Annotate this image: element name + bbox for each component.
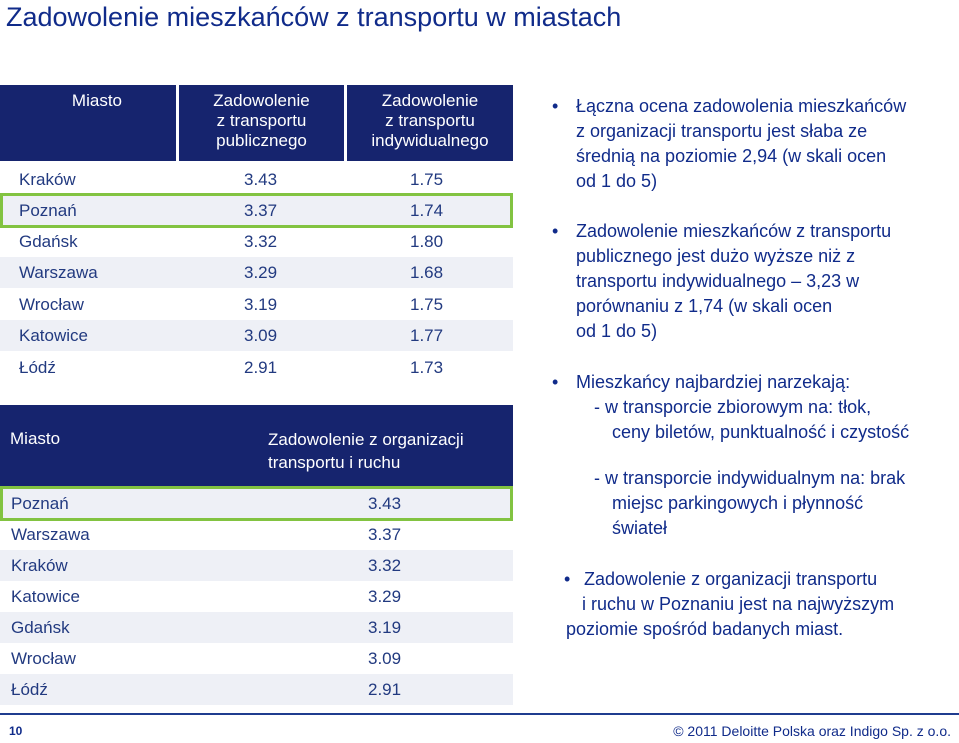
header-city: Miasto	[0, 85, 176, 161]
copyright-text: © 2011 Deloitte Polska oraz Indigo Sp. z o.o.	[673, 723, 951, 739]
table-row: Poznań 3.43	[0, 488, 513, 519]
footer-divider	[0, 713, 959, 715]
table-row: Warszawa 3.29 1.68	[0, 257, 513, 288]
table-row: Poznań 3.37 1.74	[0, 195, 513, 226]
bullet-overall-score: • Łączna ocena zadowolenia mieszkańców z organizacji transportu jest słaba ze średnią na poziomie 2,94 (w skali ocen od 1 do 5)	[552, 96, 907, 191]
table2-header	[0, 405, 513, 487]
table-row: Katowice 3.29	[11, 587, 402, 606]
table-row: Łódź 2.91	[0, 674, 513, 705]
header-city: Miasto	[10, 429, 61, 448]
table-row: Kraków 3.32	[0, 550, 513, 581]
header-public-transport: Zadowolenie z transportu publicznego	[179, 85, 344, 161]
table-row: Gdańsk 3.32 1.80	[19, 232, 444, 251]
bullet-public-vs-individual: • Zadowolenie mieszkańców z transportu publicznego jest dużo wyższe niż z transportu indywidualnego – 3,23 w porównaniu z 1,74 (w skali ocen od 1 do 5)	[552, 221, 892, 341]
table-row: Kraków 3.43 1.75	[19, 170, 444, 189]
page-title: Zadowolenie mieszkańców z transportu w miastach	[6, 2, 622, 32]
table-row: Łódź 2.91 1.73	[19, 358, 444, 377]
bullet-poznan-best: • Zadowolenie z organizacji transportu i ruchu w Poznaniu jest na najwyższym poziomie spośród badanych miast.	[564, 569, 895, 639]
table-row: Gdańsk 3.19	[0, 612, 513, 643]
bullet-complaints: • Mieszkańcy najbardziej narzekają: - w transporcie zbiorowym na: tłok, ceny biletów, punktualność i czystość - w transporcie indywidualnym na: brak miejsc parkingowych i płynność świateł	[552, 372, 910, 538]
table-row: Katowice 3.09 1.77	[0, 320, 513, 351]
table-row: Wrocław 3.09	[11, 649, 402, 668]
table-row: Wrocław 3.19 1.75	[19, 295, 444, 314]
table-row: Warszawa 3.37	[11, 525, 402, 544]
header-organization: Zadowolenie z organizacji transportu i ruchu	[268, 430, 464, 472]
page-number: 10	[9, 724, 23, 738]
header-individual-transport: Zadowolenie z transportu indywidualnego	[347, 85, 513, 161]
table-header	[0, 85, 513, 161]
